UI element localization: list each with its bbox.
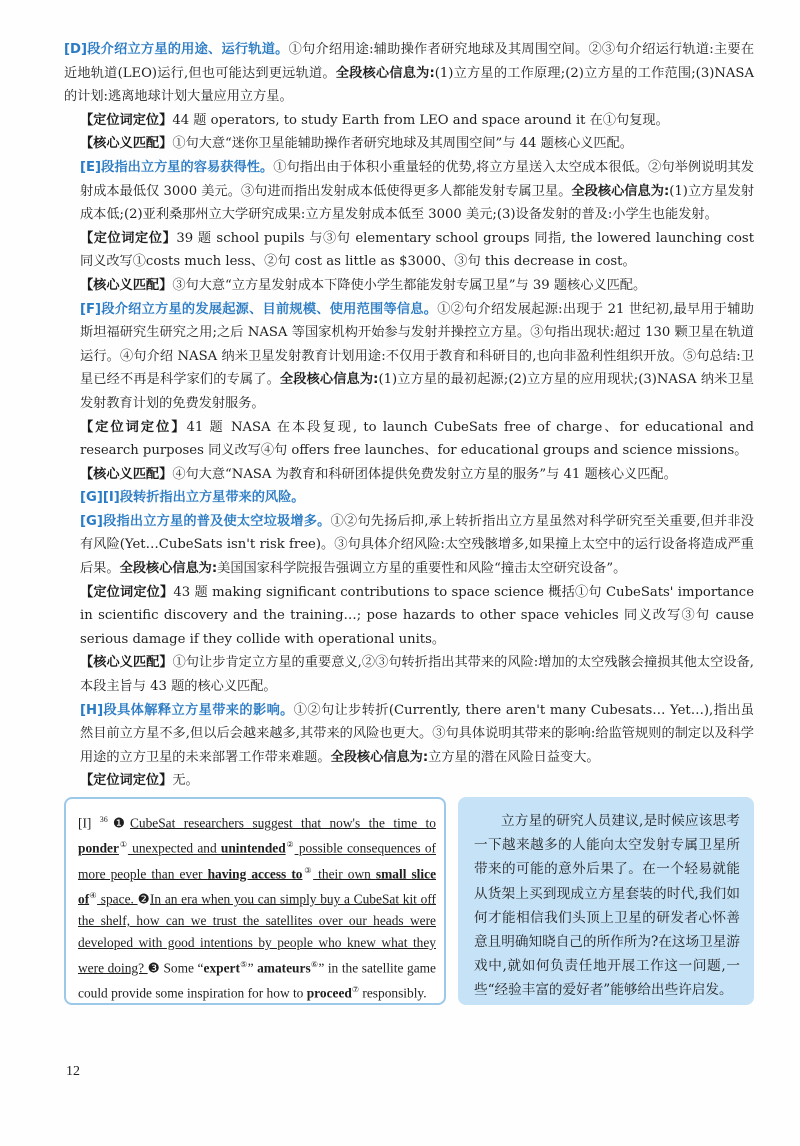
- paragraph-h: [64, 699, 754, 770]
- heading-d: [D]段介绍立方星的用途、运行轨道。: [64, 42, 289, 57]
- text: possible consequences of more people than ever: [78, 840, 436, 881]
- label: 全段核心信息为:: [571, 183, 670, 199]
- text: 39 题 school pupils 与③句 elementary school groups 同指, the lowered launching cost 同义改写①costs much less、②句 cost as little as $3000、③句 this decrease in cost。: [80, 230, 754, 270]
- label: 【核心义匹配】: [80, 655, 173, 671]
- text: 41 题 NASA 在本段复现, to launch CubeSats free of charge、for educational and research purposes 同义改写④句 offers free launches、for educational groups and science missions。: [80, 419, 755, 459]
- paragraph-g-loc: [64, 581, 754, 652]
- label: 全段核心信息为:: [335, 65, 435, 81]
- vocab-word: proceed: [306, 985, 352, 1001]
- text: 无。: [172, 773, 199, 789]
- chinese-translation-box: [458, 797, 754, 1005]
- text: ①②句介绍发展起源:出现于 21 世纪初,最早用于辅助斯坦福研究生研究之用;之后 NASA 等国家机构开始参与发射并操控立方星。③句指出现状:超过 130 颗卫星在轨道运行。④句介绍 NASA 纳米卫星发射教育计划用途:不仅用于教育和科研目的,也向非盈利性组织开放。⑤句总结:卫星已经不再是科学家们的专属了。: [80, 301, 754, 388]
- paragraph-gi: [64, 486, 754, 510]
- vocab-word: amateurs: [257, 960, 311, 976]
- vocab-number: ②: [285, 840, 295, 850]
- paragraph-f-loc: [64, 416, 754, 463]
- paragraph-e: [64, 156, 754, 227]
- label: 【核心义匹配】: [80, 277, 173, 293]
- text: unexpected and: [127, 840, 221, 856]
- vocab-number: ⑤: [239, 959, 248, 969]
- label: 全段核心信息为:: [119, 561, 218, 577]
- vocab-word: expert: [203, 960, 240, 976]
- page-number: 12: [66, 1064, 80, 1079]
- paragraph-e-match: [64, 274, 754, 298]
- text: responsibly.: [359, 985, 427, 1001]
- text: their own: [313, 866, 376, 881]
- paragraph-g: [64, 510, 754, 581]
- text: 美国国家科学院报告强调立方星的重要性和风险“撞击太空研究设备”。: [217, 561, 627, 577]
- paragraph-e-loc: [64, 227, 754, 274]
- text: (1)立方星发射成本低;(2)亚利桑那州立大学研究成果:立方星发射成本低至 3000 美元;(3)设备发射的普及:小学生也能发射。: [80, 183, 755, 223]
- vocab-word: small slice of: [78, 866, 437, 907]
- label: 全段核心信息为:: [330, 749, 429, 765]
- label: 【定位词定位】: [80, 584, 174, 600]
- english-passage: [78, 809, 436, 1004]
- paragraph-f: [64, 298, 754, 416]
- paragraph-d-loc: [64, 109, 754, 133]
- text: [I]: [78, 815, 100, 831]
- text: (1)立方星的工作原理;(2)立方星的工作范围;(3)NASA 的计划:逃离地球计划大量应用立方星。: [64, 65, 754, 105]
- vocab-number: ①: [118, 840, 128, 850]
- sentence-marker: ❸: [147, 960, 160, 976]
- text: ” in the satellite game could provide some inspiration for how to: [78, 960, 436, 1001]
- heading-h: [H]段具体解释立方星带来的影响。: [80, 702, 294, 718]
- vocab-word: having access to: [207, 866, 303, 881]
- vocab-number: ④: [89, 890, 98, 900]
- label: 【定位词定位】: [80, 773, 173, 789]
- text: In an era when you can simply buy a CubeSat kit off the shelf, how can we trust the satellites over our heads were developed with good intentions by people who knew what they were doing?: [78, 891, 436, 976]
- heading-f: [F]段介绍立方星的发展起源、目前规模、使用范围等信息。: [80, 301, 438, 317]
- text: 43 题 making significant contributions to space science 概括①句 CubeSats' importance in scientific discovery and the training…; pose hazards to other space vehicles 同义改写③句 cause serious damage if they collide with operational units。: [80, 584, 754, 647]
- text: ①②句先扬后抑,承上转折指出立方星虽然对科学研究至关重要,但并非没有风险(Yet…CubeSats isn't risk free)。③句具体介绍风险:太空残骸增多,如果撞上太空中的运行设备将造成严重后果。: [80, 513, 754, 577]
- vocab-word: ponder: [78, 840, 119, 856]
- vocab-number: ③: [302, 865, 314, 875]
- label: 【定位词定位】: [80, 419, 187, 435]
- sentence-marker: ❷: [137, 891, 150, 907]
- question-number: 36: [99, 815, 108, 824]
- label: 【定位词定位】: [80, 230, 177, 246]
- text: space.: [97, 891, 138, 907]
- text: ①句大意“迷你卫星能辅助操作者研究地球及其周围空间”与 44 题核心义匹配。: [172, 136, 633, 152]
- text: ”: [247, 960, 258, 976]
- vocab-word: unintended: [220, 840, 286, 856]
- text: Some “: [159, 960, 204, 976]
- paragraph-d: [64, 38, 754, 109]
- text: ③句大意“立方星发射成本下降使小学生都能发射专属卫星”与 39 题核心义匹配。: [172, 277, 647, 293]
- english-passage-box: [64, 797, 446, 1005]
- chinese-translation: 立方星的研究人员建议,是时候应该思考一下越来越多的人能向太空发射专属卫星所带来的可能的意外后果了。在一个轻易就能从货架上买到现成立方星套装的时代,我们如何才能相信我们头顶上卫星的研发者心怀善意且明确知晓自己的所作所为?在这场卫星游戏中,就如何负责任地开展工作这一问题,一些“经验丰富的爱好者”能够给出些许启发。: [474, 813, 740, 999]
- vocab-number: ⑥: [310, 959, 319, 969]
- label: 全段核心信息为:: [279, 372, 379, 388]
- paragraph-h-loc: [64, 769, 754, 793]
- text: ④句大意“NASA 为教育和科研团体提供免费发射立方星的服务”与 41 题核心义匹配。: [172, 466, 677, 482]
- paragraph-f-match: [64, 463, 754, 487]
- text: (1)立方星的最初起源;(2)立方星的应用现状;(3)NASA 纳米卫星发射教育计划的免费发射服务。: [80, 372, 754, 411]
- analysis-text: [64, 38, 754, 793]
- paragraph-d-match: [64, 132, 754, 156]
- text: 立方星的潜在风险日益变大。: [428, 749, 600, 765]
- sentence-marker: ❶: [107, 815, 130, 831]
- label: 【定位词定位】: [80, 112, 173, 128]
- heading-e: [E]段指出立方星的容易获得性。: [80, 159, 274, 175]
- passage-boxes: [64, 797, 754, 1007]
- paragraph-g-match: [64, 651, 754, 698]
- text: 44 题 operators, to study Earth from LEO and space around it 在①句复现。: [172, 112, 669, 128]
- heading-g: [G]段指出立方星的普及使太空垃圾增多。: [80, 513, 331, 529]
- vocab-number: ⑦: [351, 984, 360, 994]
- label: 【核心义匹配】: [80, 466, 173, 482]
- text: ①句介绍用途:辅助操作者研究地球及其周围空间。②③句介绍运行轨道:主要在近地轨道(LEO)运行,但也可能达到更远轨道。: [64, 42, 755, 81]
- text: ①句让步肯定立方星的重要意义,②③句转折指出其带来的风险:增加的太空残骸会撞损其他太空设备,本段主旨与 43 题的核心义匹配。: [80, 655, 755, 695]
- heading-gi: [G][I]段转折指出立方星带来的风险。: [80, 490, 305, 506]
- text: ①②句让步转折(Currently, there aren't many Cubesats… Yet…),指出虽然目前立方星不多,但以后会越来越多,其带来的风险也更大。③句具体说明其带来的影响:给监管规则的制定以及科学用途的立方卫星的未来部署工作带来难题。: [80, 702, 754, 765]
- text: CubeSat researchers suggest that now's the time to: [129, 815, 436, 831]
- text: ①句指出由于体积小重量轻的优势,将立方星送入太空成本很低。②句举例说明其发射成本最低仅 3000 美元。③句进而指出发射成本低使得更多人都能发射专属卫星。: [80, 159, 754, 199]
- label: 【核心义匹配】: [80, 136, 173, 152]
